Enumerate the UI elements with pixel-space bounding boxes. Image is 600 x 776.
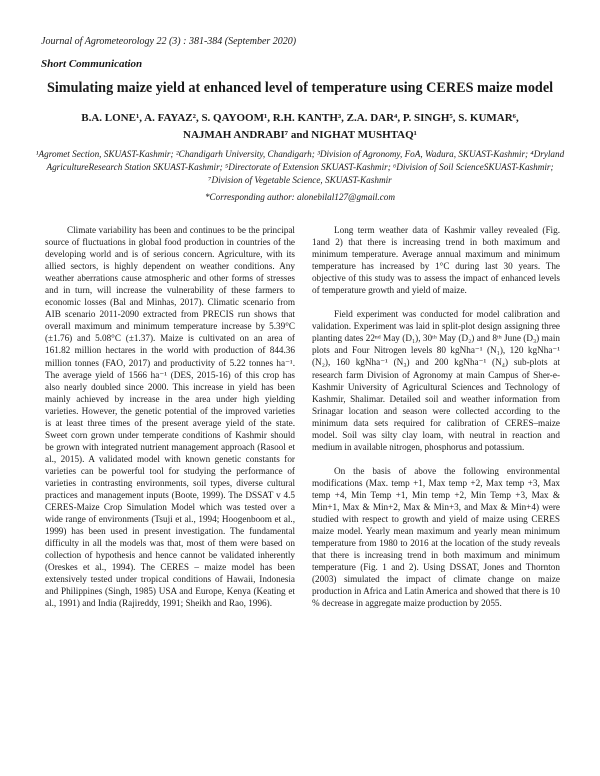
section-label: Short Communication [41, 58, 143, 70]
paragraph: Field experiment was conducted for model calibration and validation. Experiment was laid in split-plot design assigning three planting dates 22ⁿᵈ May (D₁), 30ᵗʰ May (D₂) and 8ᵗʰ June (D₃) main plots and Four Nitrogen levels 80 kgNha⁻¹ (N₁), 120 kgNha⁻¹ (N₂), 160 kgNha⁻¹ (N₃) and 200 kgNha⁻¹ (N₄) sub-plots at research farm Division of Agronomy at main Campus of Sher-e-Kashmir University of Agricultural Sciences and Technology of Kashmir, Shalimar. Detailed soil and weather information from Srinagar location and season were collected according to the minimum data sets required for calibration of CERES–maize model. Soil was silty clay loam, with neutral in reaction and medium in available nitrogen, phosphorus and potassium. [312, 309, 560, 452]
author-line-1: B.A. LONE¹, A. FAYAZ², S. QAYOOM¹, R.H. KANTH³, Z.A. DAR⁴, P. SINGH⁵, S. KUMAR⁶, [81, 112, 519, 124]
affiliations: ¹Agromet Section, SKUAST-Kashmir; ²Chandigarh University, Chandigarh; ³Division of Agronomy, FoA, Wadura, SKUAST-Kashmir; ⁴Dryland AgricultureResearch Station SKUAST-Kashmir; ⁵Directorate of Extension SKUAST-Kashmir; ⁶Division of Soil ScienceSKUAST-Kashmir; ⁷Division of Vegetable Science, SKUAST-Kashmir [35, 149, 565, 185]
corresponding-author: *Corresponding author: alonebilal127@gmail.com [204, 192, 396, 202]
paragraph: Climate variability has been and continues to be the principal source of fluctuations in global food production in countries of the developing world and is of serious concern. Agriculture, with its allied sectors, is highly dependent on weather conditions. Any weather aberrations cause atmospheric and other forms of stresses and in turn, will increase the vulnerability of these farmers to economic losses (Bal and Minhas, 2017). Climatic scenario from AIB scenario 2011-2090 extracted from PRECIS run shows that overall maximum and minimum temperature increase by 5.39°C (±1.76) and 5.08°C (±1.37). Maize is cultivated on an area of 161.82 million hectares in the world with production of 844.36 million tonnes (FAO, 2017) and productivity of 5.22 tonnes ha⁻¹. The average yield of 1566 ha⁻¹ (DES, 2015-16) of this crop has also nearly doubled since 2000. This increase in yield has been mainly achieved by increase in the area under high yielding varieties. However, the genetic potential of the improved varieties is at least three times of the present average yield of the state. Sweet corn grown under temperate conditions of Kashmir should be grown with integrated nutrient management approach (Rasool et al., 2015). A validated model with known genetic constants for varieties can be powerful tool for studying the performance of varieties in contrasting environments, soil types, diverse cultural practices and management inputs (Boote, 1999). The DSSAT v 4.5 CERES-Maize Crop Simulation Model which was tested over a wide range of environments (Tsuji et al., 1994; Hoogenboom et al., 1999) has been used in present investigation. The fundamental difficulty in all the models was that, most of them were based on collection of hypothesis and hence cannot be validated inherently (Oreskes et al., 1994). The CERES – maize model has been extensively tested under tropical conditions of Hawaii, Indonesia and Philippines (Singh, 1985) USA and Europe, Kenya (Keating et al., 1991) and India (Rajireddy, 1991; Sheikh and Rao, 1996). [45, 225, 295, 609]
paragraph: On the basis of above the following environmental modifications (Max. temp +1, Max temp +2, Max temp +3, Max temp +4, Min Temp +1, Min temp +2, Min Temp +3, Max & Min+1, Max & Min+2, Max & Min+3, and Max & Min+4) were studied with respect to growth and yield of maize using CERES maize model. Yearly mean maximum and yearly mean minimum temperature from 1980 to 2016 at the location of the study reveals that there is increasing trend in both maximum and minimum temperature (Fig. 1 and 2). Using DSSAT, Jones and Thornton (2003) simulated the impact of climate change on maize production in Africa and Latin America and showed that there is 10 % decrease in aggregate maize production by 2055. [312, 465, 560, 609]
journal-citation: Journal of Agrometeorology 22 (3) : 381-384 (September 2020) [41, 36, 297, 47]
paper-title: Simulating maize yield at enhanced level of temperature using CERES maize model [46, 80, 554, 96]
left-column [45, 224, 295, 610]
paragraph: Long term weather data of Kashmir valley revealed (Fig. 1and 2) that there is increasing trend in both maximum and minimum temperature. Average annual maximum and minimum temperature has increased by 1°C during last 30 years. The objective of this study was to assess the impact of enhanced levels of temperature growth and yield of maize. [312, 225, 560, 296]
author-list [30, 110, 570, 144]
author-line-2: NAJMAH ANDRABI⁷ and NIGHAT MUSHTAQ¹ [183, 129, 417, 141]
right-column [312, 224, 560, 609]
